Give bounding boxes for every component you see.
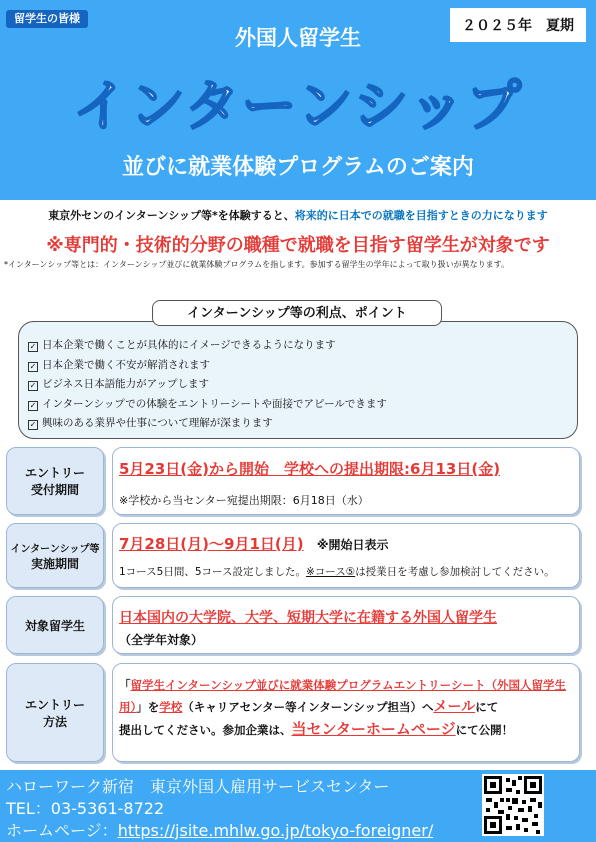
audience-tag: 留学生の皆様: [6, 10, 88, 28]
list-item: ✓ 日本企業で働く不安が解消されます: [29, 358, 210, 371]
entry-method-value: [112, 663, 580, 762]
page-subtitle: 外国人留学生: [235, 26, 361, 50]
impl-period-value: [112, 523, 580, 588]
impl-date-note: ※開始日表示: [316, 538, 389, 552]
impl-period-label: インターンシップ等 実施期間: [6, 523, 104, 588]
list-item: ✓ 興味のある業界や仕事について理解が深まります: [29, 417, 273, 429]
intro-part-2: 将来的に日本での就職を目指すときの力になります: [294, 209, 548, 222]
org-name: ハローワーク新宿 東京外国人雇用サービスセンター: [6, 777, 390, 796]
entry-method-label: エントリー 方法: [6, 663, 104, 762]
footnote: *インターンシップ等とは：インターンシップ並びに就業体験プログラムを指します。参加する留学生の学年によって取り扱いが異なります。: [4, 260, 509, 269]
phone-number: TEL：03-5361-8722: [6, 799, 165, 818]
check-icon: ✓: [29, 361, 37, 371]
check-icon: ✓: [29, 420, 37, 429]
target-students-label: 対象留学生: [6, 596, 104, 654]
impl-dates: 7月28日(月)～9月1日(月): [119, 535, 304, 553]
page-tagline: 並びに就業体験プログラムのご案内: [122, 155, 474, 180]
list-item: ✓ 日本企業で働くことが具体的にイメージできるようになります: [29, 339, 336, 351]
header-banner: [0, 0, 596, 200]
website-line: ホームページ：https://jsite.mhlw.go.jp/tokyo-foreigner/: [6, 821, 434, 840]
points-list: [28, 336, 568, 434]
website-link[interactable]: https://jsite.mhlw.go.jp/tokyo-foreigner/: [117, 821, 434, 840]
target-students-text: 日本国内の大学院、大学、短期大学に在籍する外国人留学生: [119, 610, 497, 626]
qr-code-icon[interactable]: [482, 774, 544, 836]
points-title: インターンシップ等の利点、ポイント: [152, 300, 442, 326]
list-item: ✓ インターンシップでの体験をエントリーシートや面接でアピールできます: [29, 397, 387, 410]
impl-course-info: 1コース5日間、5コース設定しました。※コース⑤は授業日を考慮し参加検討してください。: [119, 566, 555, 578]
page-title: インターンシップ: [72, 74, 524, 138]
entry-dates: 5月23日(金)から開始 学校への提出期限:6月13日(金): [119, 460, 501, 478]
entry-school-deadline: ※学校から当センター宛提出期限：6月18日（水）: [119, 494, 369, 507]
check-icon: ✓: [29, 400, 37, 410]
check-icon: ✓: [29, 342, 37, 351]
entry-method-text: 「留学生インターンシップ並びに就業体験プログラムエントリーシート（外国人留学生用）」を学校（キャリアセンター等インターンシップ担当）へメールにて 提出してください。参加企業は、当センターホームページにて公開！: [119, 678, 566, 738]
term-badge: ２０２５年 夏期: [450, 8, 586, 42]
list-item: ✓ ビジネス日本語能力がアップします: [29, 378, 209, 390]
target-statement: ※専門的・技術的分野の職種で就職を目指す留学生が対象です: [46, 235, 550, 256]
target-students-value: [112, 596, 580, 654]
intro-part-1: 東京外センのインターンシップ等*を体験すると、: [48, 209, 295, 222]
intro-text: [8, 207, 588, 223]
check-icon: ✓: [29, 381, 37, 390]
target-grades: （全学年対象）: [119, 633, 204, 647]
entry-period-label: エントリー 受付期間: [6, 447, 104, 515]
entry-period-value: [112, 447, 580, 515]
